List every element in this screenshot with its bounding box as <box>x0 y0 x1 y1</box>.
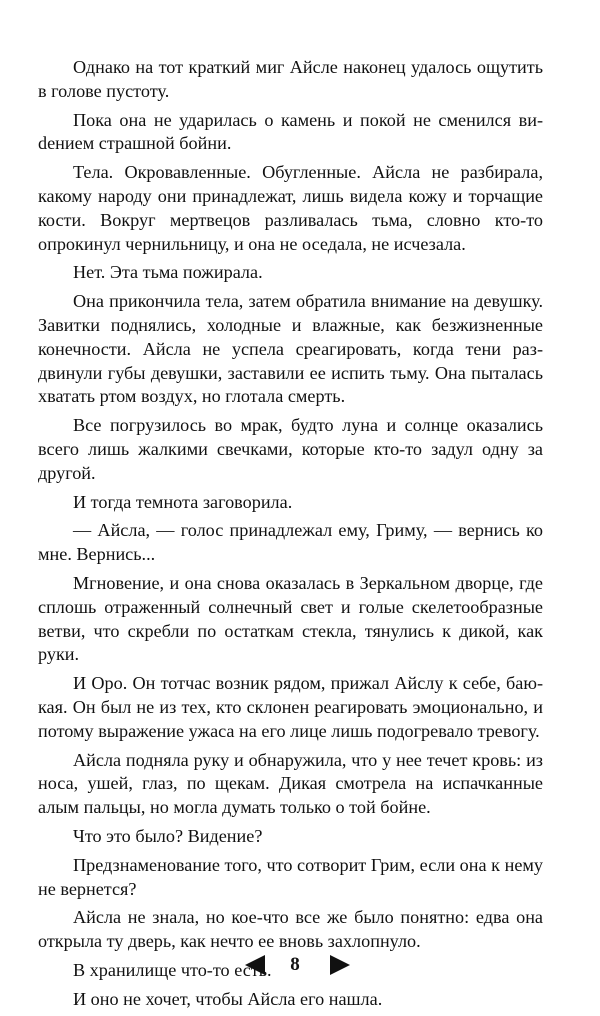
paragraph: Что это было? Видение? <box>73 825 263 846</box>
triangle-right-icon[interactable] <box>330 955 350 975</box>
paragraph: Нет. Эта тьма пожирала. <box>73 262 263 283</box>
paragraph: Айсла подняла руку и обнаружила, что у нее течет кровь: из носа, ушей, глаз, по щекам. Дикая смотрела на испачканные алым пальцы, но могла думать только о той бойне. <box>38 749 543 818</box>
paragraph: Тела. Окровавленные. Обугленные. Айсла не разбирала, какому народу они принадлежат, лишь видела кожу и торчащие кости. Вокруг мертвецов разливалась тьма, словно кто-то опрокинул чернильницу, и она не оседала, не исчезала. <box>38 162 543 254</box>
paragraph: И тогда темнота заговорила. <box>73 491 293 512</box>
paragraph: Предзнаменование того, что сотворит Грим, если она к нему не вернется? <box>38 854 543 899</box>
paragraph: — Айсла, — голос принадлежал ему, Гриму, — вернись ко мне. Вернись... <box>38 520 543 565</box>
paragraph: Она прикончила тела, затем обратила внимание на девушку. Завитки поднялись, холодные и влажные, как безжизненные конечности. Айсла не успела среагировать, когда тени раздвинули губы девушки, заставили ее испить тьму. Она пыталась хватать ртом воздух, но глотала смерть. <box>38 291 543 407</box>
paragraph: Мгновение, и она снова оказалась в Зеркальном дворце, где сплошь отраженный солнечный свет и голые скелетообразные ветви, что скребли по остаткам стекла, тянулись к дикой, как руки. <box>38 572 543 665</box>
paragraph: И Оро. Он тотчас возник рядом, прижал Айслу к себе, баюкая. Он был не из тех, кто склонен реагировать эмоционально, и потому выражение ужаса на его лице лишь подогревало тревогу. <box>38 673 543 741</box>
triangle-left-icon[interactable] <box>245 955 265 975</box>
paragraph: Пока она не ударилась о камень и покой не сменился виdением страшной бойни. <box>38 109 543 154</box>
page-footer <box>0 952 600 982</box>
paragraph: Однако на тот краткий миг Айсле наконец удалось ощутить в голове пустоту. <box>38 57 543 101</box>
page-text-body <box>38 56 543 1016</box>
paragraph: Все погрузилось во мрак, будто луна и солнце оказались всего лишь жалкими свечками, которые кто-то задул одну за другой. <box>38 415 543 483</box>
page-number: 8 <box>290 954 300 975</box>
paragraph: Айсла не знала, но кое-что все же было понятно: едва она открыла ту дверь, как нечто ее вновь захлопнуло. <box>38 907 543 952</box>
paragraph: И оно не хочет, чтобы Айсла его нашла. <box>73 988 383 1009</box>
paragraph: В хранилище что-то есть. <box>73 959 272 980</box>
